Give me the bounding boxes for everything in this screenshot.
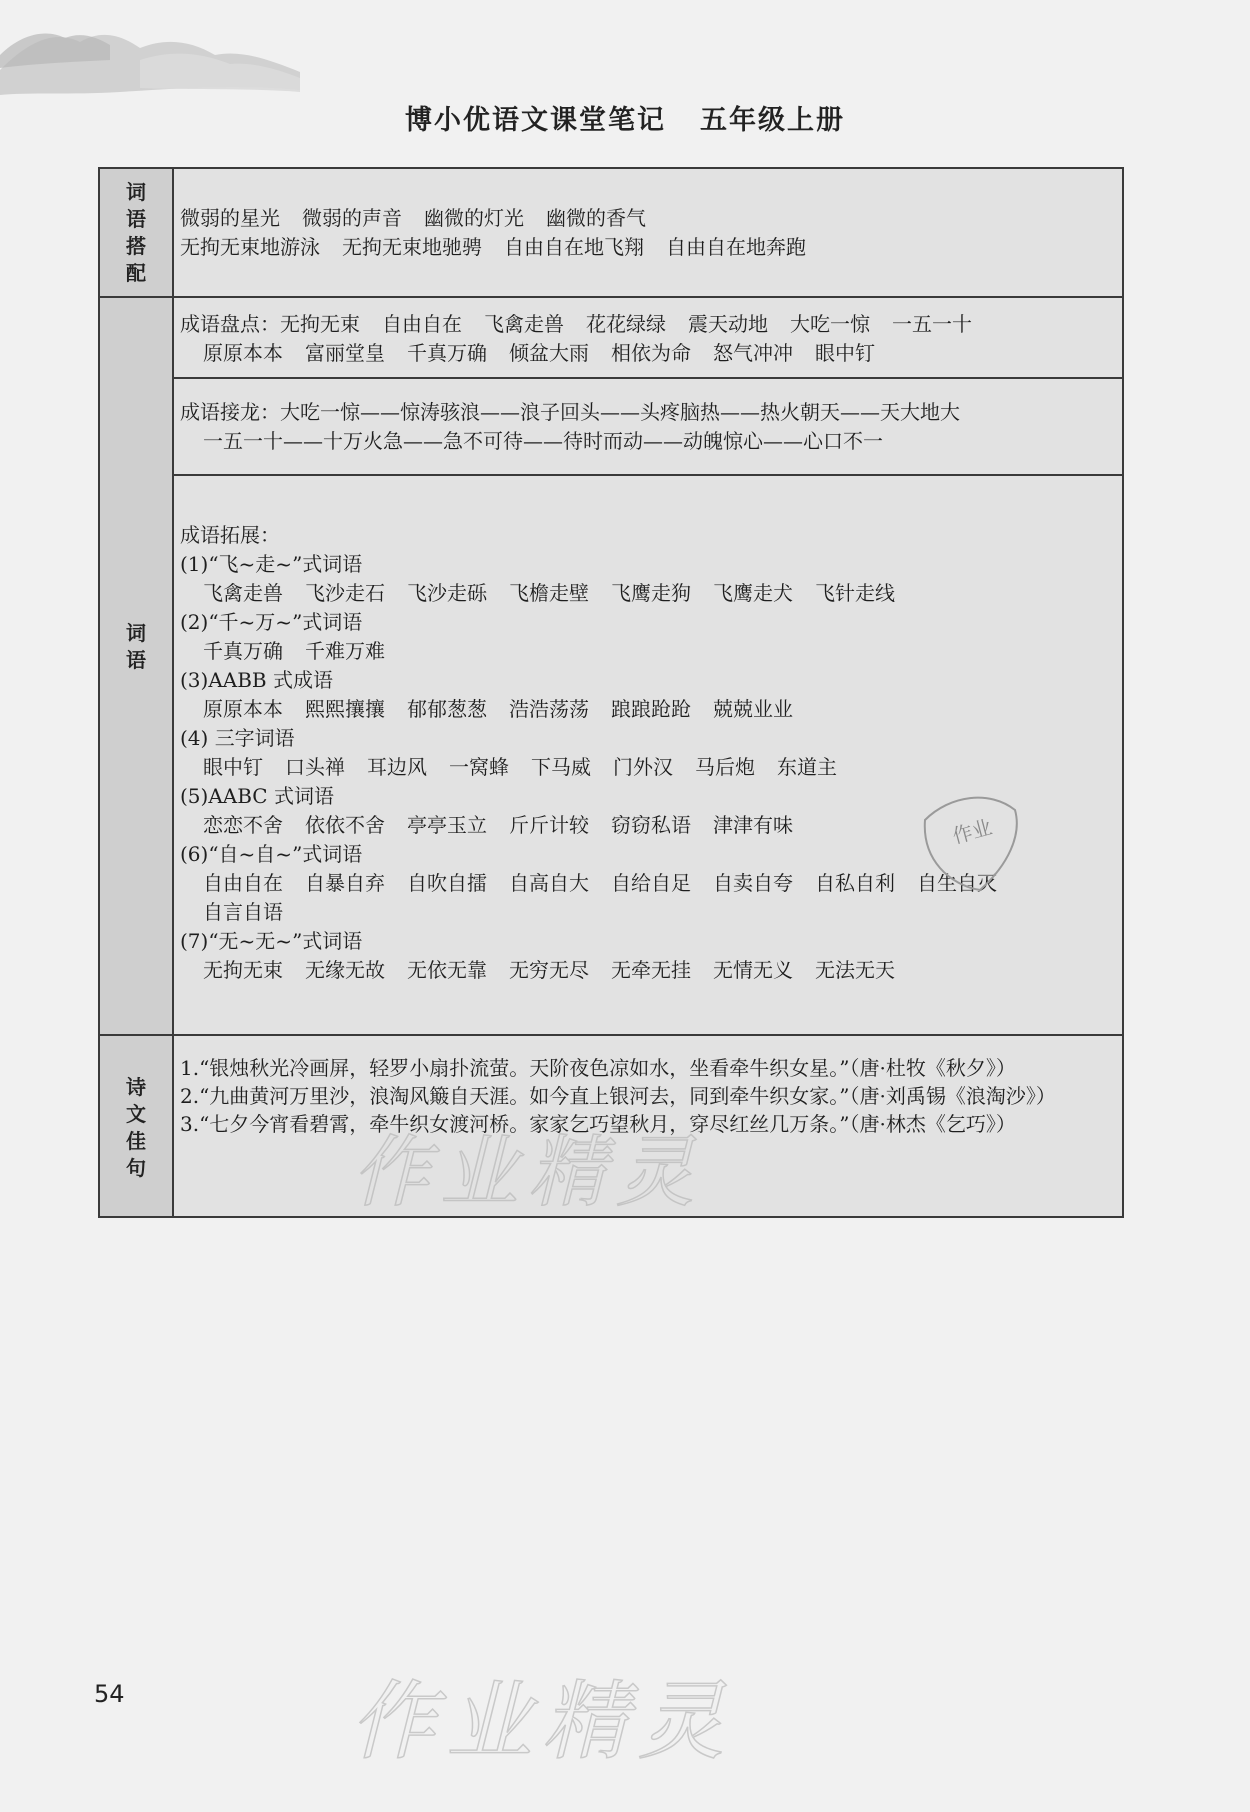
chain-text: 一五一十——十万火急——急不可待——待时而动——动魄惊心——心口不一 <box>203 429 883 453</box>
word: 飞禽走兽 <box>203 581 283 605</box>
row-divider <box>174 474 1122 476</box>
inventory-line <box>180 310 1112 339</box>
label-char: 佳 <box>126 1129 146 1153</box>
word: 自生自灭 <box>917 871 997 895</box>
idiom-expansion-block <box>180 521 1112 985</box>
word: 门外汉 <box>613 755 673 779</box>
watermark-text: 作业精灵 <box>350 1672 734 1772</box>
expansion-title: 成语拓展： <box>180 523 280 547</box>
word: 自由自在地奔跑 <box>666 235 806 259</box>
group-heading: (6)“自~自~”式词语 <box>180 842 363 866</box>
label-char: 搭 <box>126 234 146 258</box>
word: 无法无天 <box>815 958 895 982</box>
word: 口头禅 <box>285 755 345 779</box>
inventory-title: 成语盘点： <box>180 312 280 336</box>
word: 飞鹰走狗 <box>611 581 691 605</box>
word: 千难万难 <box>305 639 385 663</box>
group-heading: (3)AABB 式成语 <box>180 668 333 692</box>
word: 飞檐走壁 <box>509 581 589 605</box>
grade-label: 五年级上册 <box>700 105 845 136</box>
word: 千真万确 <box>407 341 487 365</box>
word: 自卖自夸 <box>713 871 793 895</box>
chain-line <box>180 398 1112 427</box>
word: 自言自语 <box>203 900 283 924</box>
word: 自由自在 <box>382 312 462 336</box>
group-words <box>180 956 1112 985</box>
word: 无缘无故 <box>305 958 385 982</box>
word: 飞沙走石 <box>305 581 385 605</box>
word: 眼中钉 <box>203 755 263 779</box>
word: 无拘无束 <box>203 958 283 982</box>
word: 自给自足 <box>611 871 691 895</box>
word: 幽微的香气 <box>546 206 646 230</box>
book-title: 博小优语文课堂笔记 <box>405 105 666 136</box>
word: 踉踉跄跄 <box>611 697 691 721</box>
word: 幽微的灯光 <box>424 206 524 230</box>
label-char: 词 <box>126 621 146 645</box>
group-heading: (1)“飞~走~”式词语 <box>180 552 363 576</box>
word: 无情无义 <box>713 958 793 982</box>
word: 一窝蜂 <box>449 755 509 779</box>
word: 微弱的星光 <box>180 206 280 230</box>
collocation-line <box>180 233 1112 262</box>
word: 下马威 <box>531 755 591 779</box>
word: 郁郁葱葱 <box>407 697 487 721</box>
word: 飞沙走砾 <box>407 581 487 605</box>
word: 熙熙攘攘 <box>305 697 385 721</box>
word: 原原本本 <box>203 697 283 721</box>
section-label-poems <box>100 1074 172 1182</box>
group-heading: (2)“千~万~”式词语 <box>180 610 363 634</box>
notes-table <box>98 167 1124 1218</box>
page-header-title <box>0 98 1250 137</box>
word: 津津有味 <box>713 813 793 837</box>
label-column <box>100 169 174 1216</box>
group-words <box>180 579 1112 608</box>
word: 无拘无束 <box>280 312 360 336</box>
chain-title: 成语接龙： <box>180 400 280 424</box>
group-heading: (7)“无~无~”式词语 <box>180 929 363 953</box>
chain-line <box>180 427 1112 456</box>
word: 飞禽走兽 <box>484 312 564 336</box>
word: 自高自大 <box>509 871 589 895</box>
label-char: 文 <box>126 1102 146 1126</box>
row-divider <box>174 377 1122 379</box>
word: 自吹自擂 <box>407 871 487 895</box>
word: 原原本本 <box>203 341 283 365</box>
group-heading: (5)AABC 式词语 <box>180 784 334 808</box>
word: 一五一十 <box>892 312 972 336</box>
row-divider <box>100 1034 1122 1036</box>
label-char: 诗 <box>126 1075 146 1099</box>
word: 微弱的声音 <box>302 206 402 230</box>
group-words <box>180 695 1112 724</box>
seal-stamp-icon <box>910 790 1030 900</box>
word: 富丽堂皇 <box>305 341 385 365</box>
poem-line: 3.“七夕今宵看碧霄，牵牛织女渡河桥。家家乞巧望秋月，穿尽红丝几万条。”（唐·林杰《乞巧》） <box>180 1112 1016 1136</box>
idiom-chain-block <box>180 398 1112 456</box>
section-label-words <box>100 620 172 674</box>
word: 无牵无挂 <box>611 958 691 982</box>
group-heading: (4) 三字词语 <box>180 726 295 750</box>
word: 窃窃私语 <box>611 813 691 837</box>
word: 无拘无束地驰骋 <box>342 235 482 259</box>
word: 斤斤计较 <box>509 813 589 837</box>
group-words <box>180 898 1112 927</box>
word: 马后炮 <box>695 755 755 779</box>
word: 怒气冲冲 <box>713 341 793 365</box>
word: 无穷无尽 <box>509 958 589 982</box>
word: 耳边风 <box>367 755 427 779</box>
label-char: 语 <box>126 207 146 231</box>
label-char: 句 <box>126 1156 146 1180</box>
collocation-line <box>180 204 1112 233</box>
word: 相依为命 <box>611 341 691 365</box>
word: 亭亭玉立 <box>407 813 487 837</box>
row-divider <box>100 296 1122 298</box>
poem-line: 2.“九曲黄河万里沙，浪淘风簸自天涯。如今直上银河去，同到牵牛织女家。”（唐·刘禹锡《浪淘沙》） <box>180 1084 1056 1108</box>
page-number: 54 <box>94 1680 125 1708</box>
inventory-line <box>180 339 1112 368</box>
word: 依依不舍 <box>305 813 385 837</box>
word: 浩浩荡荡 <box>509 697 589 721</box>
label-char: 语 <box>126 648 146 672</box>
section-label-collocation <box>100 179 172 287</box>
word: 花花绿绿 <box>586 312 666 336</box>
word: 兢兢业业 <box>713 697 793 721</box>
word: 自私自利 <box>815 871 895 895</box>
word: 自暴自弃 <box>305 871 385 895</box>
poem-line: 1.“银烛秋光冷画屏，轻罗小扇扑流萤。天阶夜色凉如水，坐看牵牛织女星。”（唐·杜牧《秋夕》） <box>180 1056 1016 1080</box>
word: 倾盆大雨 <box>509 341 589 365</box>
word: 自由自在地飞翔 <box>504 235 644 259</box>
word: 眼中钉 <box>815 341 875 365</box>
idiom-inventory-block <box>180 310 1112 368</box>
word: 自由自在 <box>203 871 283 895</box>
group-words <box>180 753 1112 782</box>
word: 恋恋不舍 <box>203 813 283 837</box>
label-char: 词 <box>126 180 146 204</box>
word: 无拘无束地游泳 <box>180 235 320 259</box>
word: 千真万确 <box>203 639 283 663</box>
chain-text: 大吃一惊——惊涛骇浪——浪子回头——头疼脑热——热火朝天——天大地大 <box>280 400 960 424</box>
watermark-overlay: 作业精灵 <box>352 1128 705 1218</box>
word: 大吃一惊 <box>790 312 870 336</box>
svg-text:作业: 作业 <box>949 814 995 849</box>
word: 震天动地 <box>688 312 768 336</box>
word: 飞鹰走犬 <box>713 581 793 605</box>
label-char: 配 <box>126 261 146 285</box>
word: 无依无靠 <box>407 958 487 982</box>
word: 飞针走线 <box>815 581 895 605</box>
collocation-block <box>180 204 1112 262</box>
word: 东道主 <box>777 755 837 779</box>
group-words <box>180 637 1112 666</box>
